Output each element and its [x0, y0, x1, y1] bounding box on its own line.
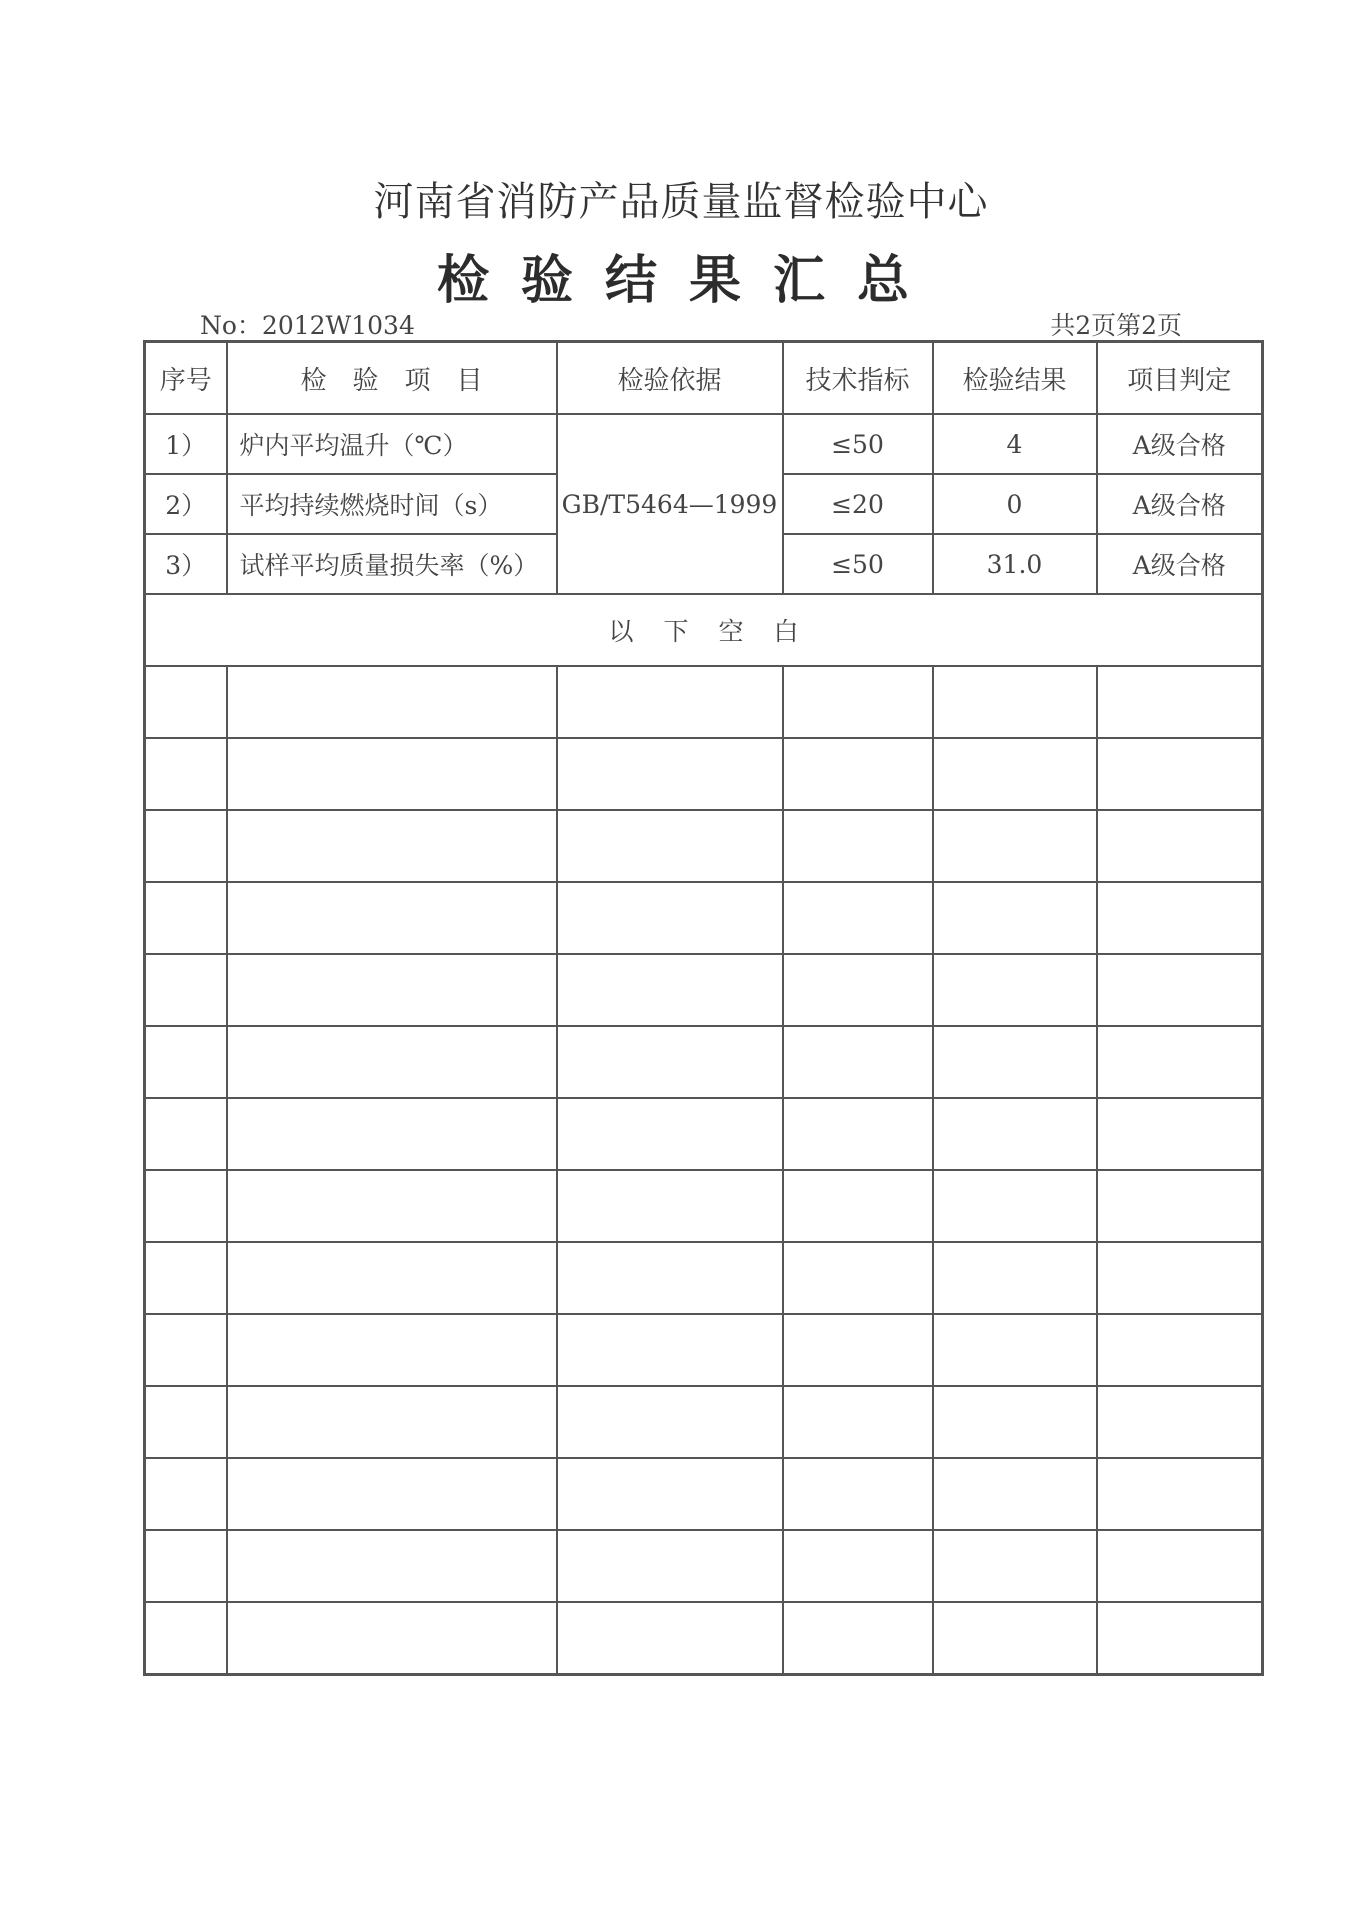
- empty-cell: [227, 1602, 557, 1675]
- empty-cell: [145, 1602, 227, 1675]
- empty-cell: [557, 1098, 783, 1170]
- empty-cell: [227, 1386, 557, 1458]
- empty-cell: [783, 1386, 933, 1458]
- empty-cell: [227, 738, 557, 810]
- empty-cell: [933, 1602, 1097, 1675]
- empty-cell: [557, 1602, 783, 1675]
- empty-cell: [557, 954, 783, 1026]
- organization-name: 河南省消防产品质量监督检验中心: [373, 179, 989, 225]
- empty-cell: [227, 1026, 557, 1098]
- empty-cell: [145, 738, 227, 810]
- column-header-result: 检验结果: [933, 342, 1097, 415]
- empty-row: [145, 1386, 1263, 1458]
- empty-cell: [1097, 1170, 1263, 1242]
- empty-cell: [783, 1026, 933, 1098]
- page-title: 检验结果汇总: [436, 250, 941, 311]
- empty-cell: [783, 1242, 933, 1314]
- empty-cell: [227, 882, 557, 954]
- empty-cell: [145, 1530, 227, 1602]
- empty-cell: [145, 1386, 227, 1458]
- table-header-row: [145, 342, 1263, 415]
- empty-row: [145, 954, 1263, 1026]
- test-result: 0: [933, 474, 1097, 534]
- empty-cell: [557, 882, 783, 954]
- empty-cell: [557, 1386, 783, 1458]
- table-row: [145, 414, 1263, 474]
- empty-row: [145, 1602, 1263, 1675]
- empty-cell: [1097, 1458, 1263, 1530]
- empty-cell: [783, 954, 933, 1026]
- technical-index: ≤50: [783, 534, 933, 594]
- column-header-basis: 检验依据: [557, 342, 783, 415]
- empty-cell: [783, 1602, 933, 1675]
- empty-cell: [933, 1458, 1097, 1530]
- empty-cell: [557, 1530, 783, 1602]
- empty-cell: [145, 810, 227, 882]
- results-table: [143, 340, 1264, 1676]
- empty-cell: [1097, 1530, 1263, 1602]
- row-number: 3）: [145, 534, 227, 594]
- column-header-index: 技术指标: [783, 342, 933, 415]
- empty-cell: [145, 882, 227, 954]
- empty-row: [145, 1530, 1263, 1602]
- empty-cell: [933, 1314, 1097, 1386]
- empty-cell: [1097, 1314, 1263, 1386]
- empty-cell: [1097, 1242, 1263, 1314]
- item-judgement: A级合格: [1097, 474, 1263, 534]
- empty-cell: [1097, 666, 1263, 738]
- empty-cell: [557, 1458, 783, 1530]
- empty-cell: [1097, 1602, 1263, 1675]
- test-basis: GB/T5464—1999: [557, 414, 783, 594]
- empty-cell: [933, 1098, 1097, 1170]
- empty-cell: [783, 882, 933, 954]
- empty-cell: [227, 1458, 557, 1530]
- blank-note-row: [145, 594, 1263, 666]
- empty-cell: [1097, 882, 1263, 954]
- empty-cell: [933, 738, 1097, 810]
- empty-cell: [933, 1242, 1097, 1314]
- empty-cell: [1097, 954, 1263, 1026]
- row-number: 2）: [145, 474, 227, 534]
- empty-row: [145, 666, 1263, 738]
- empty-cell: [227, 666, 557, 738]
- empty-cell: [783, 1530, 933, 1602]
- empty-cell: [227, 1242, 557, 1314]
- test-item: 试样平均质量损失率（%）: [227, 534, 557, 594]
- empty-cell: [145, 1314, 227, 1386]
- empty-cell: [145, 1242, 227, 1314]
- empty-cell: [227, 1530, 557, 1602]
- test-item: 炉内平均温升（℃）: [227, 414, 557, 474]
- empty-cell: [227, 1170, 557, 1242]
- empty-row: [145, 1026, 1263, 1098]
- empty-cell: [933, 666, 1097, 738]
- empty-rows: [145, 666, 1263, 1675]
- empty-row: [145, 882, 1263, 954]
- empty-cell: [933, 1170, 1097, 1242]
- empty-cell: [933, 954, 1097, 1026]
- empty-row: [145, 1170, 1263, 1242]
- empty-cell: [557, 738, 783, 810]
- empty-row: [145, 1458, 1263, 1530]
- empty-cell: [933, 1026, 1097, 1098]
- empty-cell: [933, 1386, 1097, 1458]
- row-number: 1）: [145, 414, 227, 474]
- item-judgement: A级合格: [1097, 534, 1263, 594]
- empty-cell: [557, 666, 783, 738]
- empty-cell: [557, 810, 783, 882]
- empty-cell: [783, 1098, 933, 1170]
- empty-cell: [227, 954, 557, 1026]
- empty-cell: [783, 810, 933, 882]
- empty-cell: [227, 1314, 557, 1386]
- empty-cell: [783, 738, 933, 810]
- empty-cell: [1097, 1386, 1263, 1458]
- column-header-item: 检 验 项 目: [227, 342, 557, 415]
- empty-cell: [557, 1314, 783, 1386]
- page-count: 共2页第2页: [1050, 311, 1182, 340]
- column-header-no: 序号: [145, 342, 227, 415]
- empty-cell: [227, 1098, 557, 1170]
- empty-cell: [145, 666, 227, 738]
- technical-index: ≤50: [783, 414, 933, 474]
- empty-cell: [783, 1170, 933, 1242]
- empty-cell: [1097, 1026, 1263, 1098]
- item-judgement: A级合格: [1097, 414, 1263, 474]
- empty-cell: [783, 1458, 933, 1530]
- empty-row: [145, 738, 1263, 810]
- empty-row: [145, 810, 1263, 882]
- document-number: No：2012W1034: [200, 311, 415, 340]
- empty-cell: [1097, 1098, 1263, 1170]
- empty-cell: [145, 1458, 227, 1530]
- empty-cell: [557, 1170, 783, 1242]
- empty-cell: [145, 1098, 227, 1170]
- technical-index: ≤20: [783, 474, 933, 534]
- empty-row: [145, 1098, 1263, 1170]
- test-result: 4: [933, 414, 1097, 474]
- empty-row: [145, 1314, 1263, 1386]
- empty-cell: [557, 1026, 783, 1098]
- empty-cell: [145, 954, 227, 1026]
- empty-cell: [933, 882, 1097, 954]
- empty-cell: [933, 1530, 1097, 1602]
- empty-row: [145, 1242, 1263, 1314]
- column-header-judgement: 项目判定: [1097, 342, 1263, 415]
- empty-cell: [1097, 810, 1263, 882]
- test-result: 31.0: [933, 534, 1097, 594]
- empty-cell: [227, 810, 557, 882]
- empty-cell: [783, 666, 933, 738]
- blank-note: 以下空白: [145, 594, 1263, 666]
- empty-cell: [145, 1170, 227, 1242]
- empty-cell: [557, 1242, 783, 1314]
- empty-cell: [783, 1314, 933, 1386]
- empty-cell: [1097, 738, 1263, 810]
- empty-cell: [933, 810, 1097, 882]
- empty-cell: [145, 1026, 227, 1098]
- test-item: 平均持续燃烧时间（s）: [227, 474, 557, 534]
